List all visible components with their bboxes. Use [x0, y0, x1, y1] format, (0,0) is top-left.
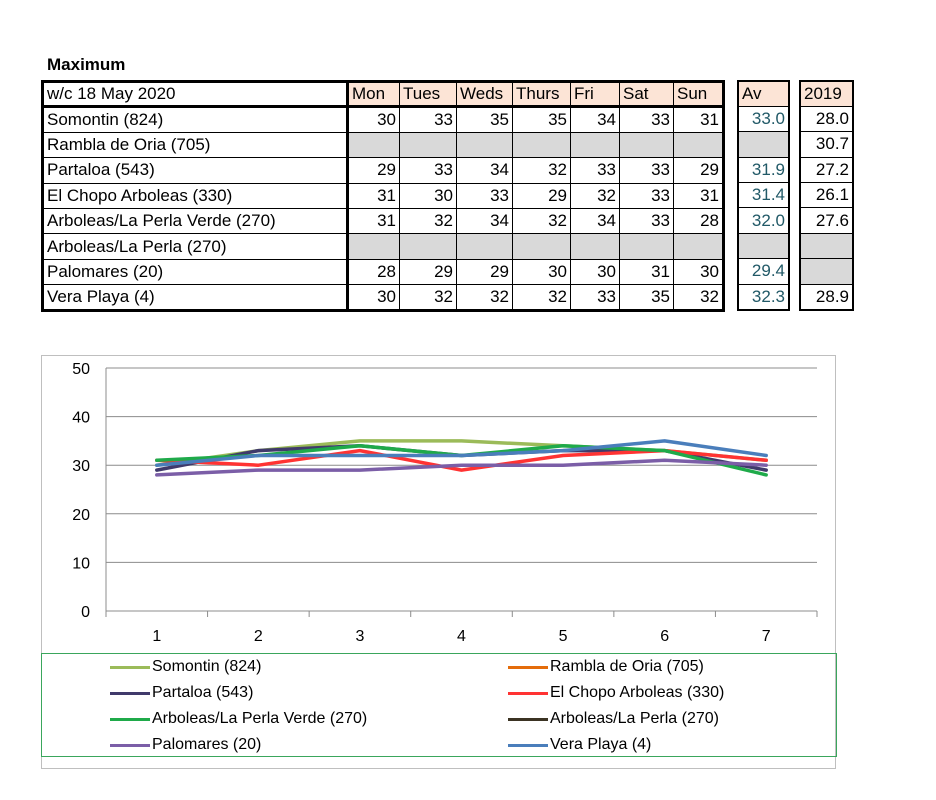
- temp-cell: 29: [400, 259, 457, 284]
- temp-cell: 29: [674, 158, 724, 183]
- legend-swatch: [508, 718, 548, 721]
- temp-cell: 32: [400, 285, 457, 310]
- legend-item: [110, 707, 367, 731]
- table-row: [43, 158, 724, 183]
- station-name: Somontin (824): [43, 107, 348, 132]
- previous-year-column: [799, 80, 854, 311]
- day-header: Sat: [620, 82, 674, 107]
- legend-swatch: [110, 744, 150, 747]
- temp-cell: [571, 234, 620, 259]
- table-row: [43, 107, 724, 132]
- legend-label: El Chopo Arboleas (330): [550, 684, 725, 701]
- temp-cell: 30: [674, 259, 724, 284]
- table-row: [43, 285, 724, 310]
- header-row: [43, 82, 724, 107]
- prev-year-cell: 26.1: [800, 183, 853, 208]
- temp-cell: 33: [400, 107, 457, 132]
- day-header: Tues: [400, 82, 457, 107]
- legend-swatch: [508, 744, 548, 747]
- temp-cell: 32: [457, 285, 513, 310]
- temp-cell: [620, 234, 674, 259]
- temp-cell: 33: [457, 183, 513, 208]
- temp-cell: 31: [674, 183, 724, 208]
- temp-cell: 31: [620, 259, 674, 284]
- legend-swatch: [110, 666, 150, 669]
- prev-year-cell: [800, 259, 853, 284]
- prev-year-cell: 28.0: [800, 106, 853, 131]
- y-tick-label: 40: [72, 409, 90, 427]
- x-tick-label: 5: [558, 628, 568, 645]
- x-tick-label: 6: [660, 628, 670, 645]
- legend-swatch: [110, 718, 150, 721]
- temp-cell: 33: [400, 158, 457, 183]
- temp-cell: 30: [400, 183, 457, 208]
- legend-item: [508, 707, 719, 731]
- temp-cell: 32: [513, 158, 571, 183]
- week-label: w/c 18 May 2020: [43, 82, 348, 107]
- max-temp-table: [41, 80, 725, 312]
- legend-label: Rambla de Oria (705): [550, 658, 704, 675]
- legend-swatch: [508, 692, 548, 695]
- legend-swatch: [508, 666, 548, 669]
- average-cell: [738, 233, 789, 258]
- table-row: [43, 208, 724, 233]
- average-cell: 33.0: [738, 106, 789, 131]
- temp-cell: 31: [348, 183, 400, 208]
- temp-cell: 33: [620, 158, 674, 183]
- station-name: El Chopo Arboleas (330): [43, 183, 348, 208]
- legend-item: [508, 681, 724, 705]
- temp-cell: 30: [348, 107, 400, 132]
- legend-item: [508, 733, 651, 757]
- average-column: [737, 80, 790, 311]
- temp-cell: 35: [457, 107, 513, 132]
- temp-cell: [457, 132, 513, 157]
- x-tick-label: 2: [253, 628, 263, 645]
- average-cell: [738, 132, 789, 157]
- temp-cell: 30: [571, 259, 620, 284]
- x-tick-label: 4: [457, 628, 466, 645]
- av-header: Av: [738, 81, 789, 106]
- temp-cell: 33: [620, 107, 674, 132]
- temp-cell: 34: [457, 208, 513, 233]
- station-name: Palomares (20): [43, 259, 348, 284]
- y-tick-label: 30: [72, 458, 90, 476]
- table-row: [43, 259, 724, 284]
- legend-item: [110, 655, 261, 679]
- station-name: Arboleas/La Perla (270): [43, 234, 348, 259]
- temp-cell: 32: [513, 285, 571, 310]
- temp-cell: 32: [674, 285, 724, 310]
- temp-cell: [400, 234, 457, 259]
- temp-cell: 34: [571, 107, 620, 132]
- station-name: Rambla de Oria (705): [43, 132, 348, 157]
- average-cell: 31.9: [738, 157, 789, 182]
- day-header: Thurs: [513, 82, 571, 107]
- legend-item: [110, 733, 261, 757]
- table-row: [43, 183, 724, 208]
- chart-legend: [41, 653, 837, 757]
- temp-cell: 33: [571, 158, 620, 183]
- average-cell: 29.4: [738, 259, 789, 284]
- page-title: Maximum: [47, 55, 126, 74]
- x-tick-label: 1: [152, 628, 162, 645]
- temp-cell: 30: [348, 285, 400, 310]
- temp-cell: [674, 132, 724, 157]
- y-tick-label: 0: [81, 604, 90, 621]
- average-cell: 32.0: [738, 208, 789, 233]
- legend-label: Partaloa (543): [152, 684, 254, 701]
- table-row: [43, 132, 724, 157]
- x-tick-label: 3: [355, 628, 365, 645]
- temp-cell: 32: [571, 183, 620, 208]
- temp-cell: 29: [457, 259, 513, 284]
- legend-label: Arboleas/La Perla Verde (270): [152, 710, 368, 727]
- temp-cell: 33: [571, 285, 620, 310]
- temp-cell: 30: [513, 259, 571, 284]
- temp-cell: [457, 234, 513, 259]
- temp-cell: 33: [620, 208, 674, 233]
- temp-cell: 34: [457, 158, 513, 183]
- legend-swatch: [110, 692, 150, 695]
- temp-cell: [513, 234, 571, 259]
- temp-cell: 29: [513, 183, 571, 208]
- temp-cell: [571, 132, 620, 157]
- station-name: Partaloa (543): [43, 158, 348, 183]
- temp-cell: 29: [348, 158, 400, 183]
- temp-cell: 35: [620, 285, 674, 310]
- series-line: [157, 460, 766, 475]
- day-header: Weds: [457, 82, 513, 107]
- y-tick-label: 10: [72, 555, 90, 573]
- temp-cell: 34: [571, 208, 620, 233]
- temp-cell: [513, 132, 571, 157]
- y-tick-label: 20: [72, 506, 90, 524]
- prev-year-cell: 27.2: [800, 157, 853, 182]
- day-header: Sun: [674, 82, 724, 107]
- legend-label: Palomares (20): [152, 736, 262, 753]
- temp-cell: [348, 234, 400, 259]
- temp-cell: [348, 132, 400, 157]
- day-header: Fri: [571, 82, 620, 107]
- temp-cell: 32: [400, 208, 457, 233]
- temp-cell: 32: [513, 208, 571, 233]
- average-cell: 32.3: [738, 284, 789, 309]
- prev-year-cell: 28.9: [800, 284, 853, 309]
- prev-year-cell: 30.7: [800, 132, 853, 157]
- legend-label: Somontin (824): [152, 658, 262, 675]
- temp-cell: [674, 234, 724, 259]
- average-cell: 31.4: [738, 183, 789, 208]
- temp-cell: [400, 132, 457, 157]
- day-header: Mon: [348, 82, 400, 107]
- temp-cell: [620, 132, 674, 157]
- temp-cell: 33: [620, 183, 674, 208]
- x-tick-label: 7: [761, 628, 771, 645]
- temp-cell: 31: [348, 208, 400, 233]
- y-tick-label: 50: [72, 361, 90, 378]
- prev-year-cell: [800, 233, 853, 258]
- temp-cell: 28: [348, 259, 400, 284]
- temp-cell: 35: [513, 107, 571, 132]
- station-name: Arboleas/La Perla Verde (270): [43, 208, 348, 233]
- temp-cell: 31: [674, 107, 724, 132]
- temp-cell: 28: [674, 208, 724, 233]
- table-row: [43, 234, 724, 259]
- legend-item: [508, 655, 704, 679]
- prev-year-cell: 27.6: [800, 208, 853, 233]
- prev-year-header: 2019: [800, 81, 853, 106]
- legend-label: Arboleas/La Perla (270): [550, 710, 719, 727]
- legend-item: [110, 681, 253, 705]
- station-name: Vera Playa (4): [43, 285, 348, 310]
- legend-label: Vera Playa (4): [550, 736, 652, 753]
